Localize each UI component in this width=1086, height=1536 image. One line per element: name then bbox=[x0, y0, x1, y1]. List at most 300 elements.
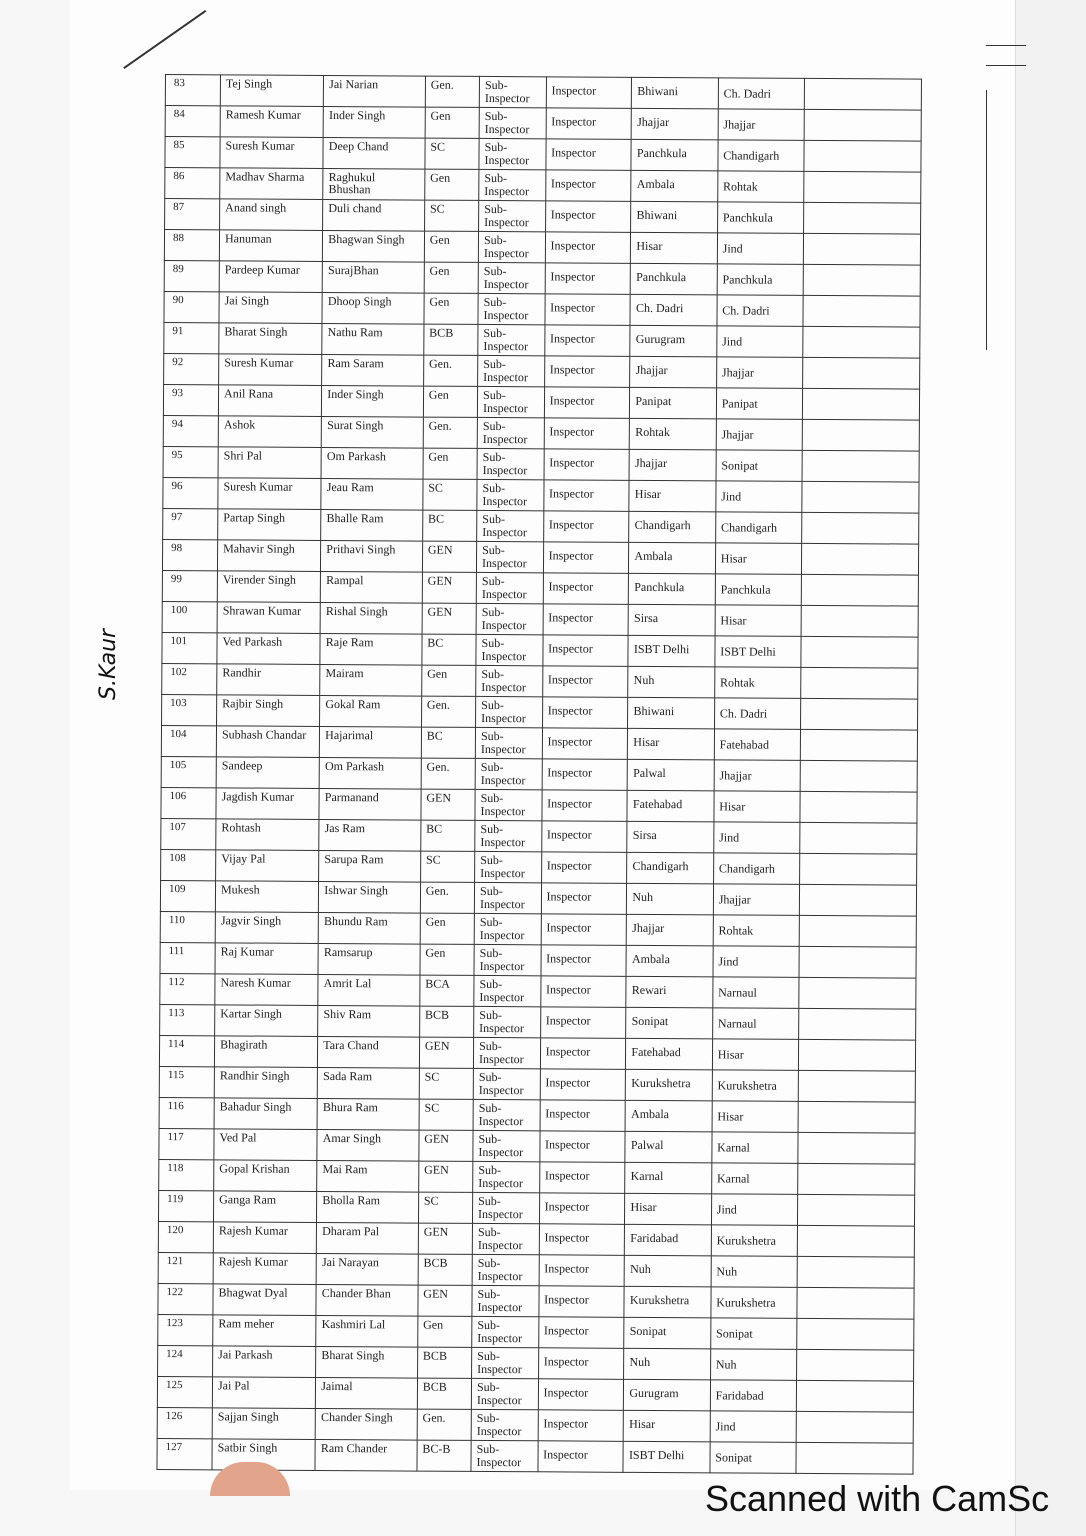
present-rank-cell: Sub-Inspector bbox=[479, 76, 546, 107]
father-name-cell: Ram Saram bbox=[322, 354, 424, 386]
remarks-cell bbox=[799, 884, 916, 916]
present-posting-cell: ISBT Delhi bbox=[628, 635, 715, 667]
officer-name-cell: Jai Pal bbox=[212, 1377, 315, 1409]
remarks-cell bbox=[797, 1256, 914, 1288]
table-row bbox=[162, 570, 918, 606]
category-cell: Gen bbox=[423, 448, 477, 479]
category-cell: Gen bbox=[420, 944, 474, 975]
officer-name-cell: Bahadur Singh bbox=[214, 1098, 317, 1130]
present-posting-cell: Kurukshetra bbox=[624, 1286, 711, 1318]
new-posting-cell: Jind bbox=[710, 1411, 797, 1443]
present-rank-cell: Sub-Inspector bbox=[477, 417, 544, 448]
category-cell: GEN bbox=[418, 1161, 472, 1192]
remarks-cell bbox=[804, 140, 921, 172]
scanner-watermark: Scanned with CamSc bbox=[705, 1478, 1050, 1519]
serial-number-cell: 103 bbox=[162, 694, 217, 725]
promoted-rank-cell: Inspector bbox=[540, 1007, 626, 1039]
officer-name-cell: Raj Kumar bbox=[215, 943, 318, 975]
officer-name-cell: Randhir bbox=[217, 664, 320, 696]
new-posting-cell: Sonipat bbox=[710, 1442, 797, 1474]
new-posting-cell: Jhajjar bbox=[716, 357, 803, 389]
promoted-rank-cell: Inspector bbox=[542, 635, 628, 667]
officer-name-cell: Sandeep bbox=[216, 757, 319, 789]
new-posting-cell: Chandigarh bbox=[718, 140, 805, 172]
father-name-cell: Tara Chand bbox=[318, 1036, 420, 1068]
table-row bbox=[164, 260, 920, 296]
present-rank-cell: Sub-Inspector bbox=[474, 944, 541, 975]
table-row bbox=[164, 322, 920, 358]
serial-number-cell: 94 bbox=[163, 415, 218, 446]
present-rank-cell: Sub-Inspector bbox=[472, 1285, 539, 1316]
table-row bbox=[164, 291, 920, 327]
father-name-cell: Ramsarup bbox=[318, 943, 420, 975]
remarks-cell bbox=[803, 233, 920, 265]
father-name-cell: Bholla Ram bbox=[317, 1191, 419, 1223]
promoted-rank-cell: Inspector bbox=[544, 356, 630, 388]
category-cell: BCB bbox=[417, 1378, 471, 1409]
table-row bbox=[161, 756, 917, 792]
present-rank-cell: Sub-Inspector bbox=[471, 1378, 538, 1409]
new-posting-cell: Ch. Dadri bbox=[714, 698, 801, 730]
present-posting-cell: Hisar bbox=[628, 728, 715, 760]
table-row bbox=[160, 880, 916, 916]
remarks-cell bbox=[797, 1225, 914, 1257]
remarks-cell bbox=[800, 729, 917, 761]
remarks-cell bbox=[799, 946, 916, 978]
new-posting-cell: Jind bbox=[716, 481, 803, 513]
new-posting-cell: Jind bbox=[717, 326, 804, 358]
category-cell: Gen. bbox=[420, 882, 474, 913]
new-posting-cell: Jhajjar bbox=[713, 884, 800, 916]
present-posting-cell: Jhajjar bbox=[627, 914, 714, 946]
promoted-rank-cell: Inspector bbox=[544, 418, 630, 450]
remarks-cell bbox=[797, 1287, 914, 1319]
table-row bbox=[158, 1252, 914, 1288]
father-name-cell: Jai Narian bbox=[324, 75, 426, 107]
father-name-cell: Dharam Pal bbox=[317, 1222, 419, 1254]
officer-name-cell: Jagdish Kumar bbox=[216, 788, 319, 820]
officer-name-cell: Ganga Ram bbox=[214, 1191, 317, 1223]
promoted-rank-cell: Inspector bbox=[539, 1286, 625, 1318]
present-rank-cell: Sub-Inspector bbox=[476, 541, 543, 572]
present-posting-cell: Faridabad bbox=[625, 1224, 712, 1256]
category-cell: BC bbox=[421, 820, 475, 851]
table-row bbox=[159, 1159, 915, 1195]
serial-number-cell: 115 bbox=[159, 1066, 214, 1097]
table-row bbox=[157, 1407, 913, 1443]
serial-number-cell: 86 bbox=[165, 168, 220, 199]
new-posting-cell: Hisar bbox=[715, 605, 802, 637]
present-rank-cell: Sub-Inspector bbox=[472, 1347, 539, 1378]
officer-name-cell: Madhav Sharma bbox=[220, 168, 323, 200]
promoted-rank-cell: Inspector bbox=[539, 1224, 625, 1256]
officer-name-cell: Rohtash bbox=[216, 819, 319, 851]
remarks-cell bbox=[803, 357, 920, 389]
category-cell: BC bbox=[422, 510, 476, 541]
category-cell: GEN bbox=[419, 1130, 473, 1161]
table-row bbox=[157, 1376, 913, 1412]
promoted-rank-cell: Inspector bbox=[543, 542, 629, 574]
present-rank-cell: Sub-Inspector bbox=[475, 758, 542, 789]
father-name-cell: Ram Chander bbox=[315, 1439, 417, 1471]
present-rank-cell: Sub-Inspector bbox=[471, 1409, 538, 1440]
father-name-cell: Surat Singh bbox=[321, 416, 423, 448]
table-row bbox=[159, 1097, 915, 1133]
promoted-rank-cell: Inspector bbox=[543, 511, 629, 543]
officer-name-cell: Anand singh bbox=[220, 199, 323, 231]
category-cell: Gen. bbox=[421, 696, 475, 727]
present-rank-cell: Sub-Inspector bbox=[476, 603, 543, 634]
new-posting-cell: Jind bbox=[714, 822, 801, 854]
remarks-cell bbox=[798, 1132, 915, 1164]
new-posting-cell: Kurukshetra bbox=[711, 1225, 798, 1257]
present-rank-cell: Sub-Inspector bbox=[473, 1099, 540, 1130]
present-posting-cell: Panchkula bbox=[631, 139, 718, 171]
present-rank-cell: Sub-Inspector bbox=[476, 572, 543, 603]
new-posting-cell: Jind bbox=[711, 1194, 798, 1226]
new-posting-cell: Fatehabad bbox=[714, 729, 801, 761]
serial-number-cell: 95 bbox=[163, 446, 218, 477]
officer-name-cell: Rajbir Singh bbox=[217, 695, 320, 727]
new-posting-cell: Sonipat bbox=[710, 1318, 797, 1350]
table-row bbox=[165, 106, 921, 142]
remarks-cell bbox=[803, 326, 920, 358]
category-cell: SC bbox=[420, 851, 474, 882]
remarks-cell bbox=[800, 760, 917, 792]
category-cell: Gen. bbox=[421, 758, 475, 789]
new-posting-cell: Hisar bbox=[712, 1039, 799, 1071]
officer-name-cell: Ved Parkash bbox=[217, 633, 320, 665]
category-cell: GEN bbox=[421, 789, 475, 820]
present-rank-cell: Sub-Inspector bbox=[477, 479, 544, 510]
new-posting-cell: Jind bbox=[717, 233, 804, 265]
officer-name-cell: Sajjan Singh bbox=[212, 1408, 315, 1440]
present-posting-cell: Jhajjar bbox=[632, 108, 719, 140]
serial-number-cell: 114 bbox=[159, 1035, 214, 1066]
remarks-cell bbox=[803, 295, 920, 327]
promoted-rank-cell: Inspector bbox=[545, 263, 631, 295]
present-rank-cell: Sub-Inspector bbox=[473, 1161, 540, 1192]
remarks-cell bbox=[798, 1101, 915, 1133]
new-posting-cell: Rohtak bbox=[714, 667, 801, 699]
table-row bbox=[159, 1035, 915, 1071]
present-posting-cell: Rewari bbox=[626, 976, 713, 1008]
remarks-cell bbox=[799, 1008, 916, 1040]
father-name-cell: Chander Bhan bbox=[316, 1284, 418, 1316]
officer-name-cell: Ram meher bbox=[213, 1315, 316, 1347]
promoted-rank-cell: Inspector bbox=[544, 449, 630, 481]
present-rank-cell: Sub-Inspector bbox=[475, 727, 542, 758]
promoted-rank-cell: Inspector bbox=[540, 1069, 626, 1101]
serial-number-cell: 113 bbox=[160, 1004, 215, 1035]
promoted-rank-cell: Inspector bbox=[545, 294, 631, 326]
father-name-cell: Inder Singh bbox=[322, 385, 424, 417]
table-row bbox=[162, 663, 918, 699]
remarks-cell bbox=[804, 171, 921, 203]
serial-number-cell: 118 bbox=[159, 1159, 214, 1190]
father-name-cell: Raghukul Bhushan bbox=[323, 168, 425, 200]
promoted-rank-cell: Inspector bbox=[539, 1131, 625, 1163]
father-name-cell: Dhoop Singh bbox=[322, 292, 424, 324]
table-row bbox=[165, 137, 921, 173]
new-posting-cell: Hisar bbox=[714, 791, 801, 823]
remarks-cell bbox=[802, 543, 919, 575]
present-posting-cell: Fatehabad bbox=[627, 790, 714, 822]
present-posting-cell: Hisar bbox=[625, 1193, 712, 1225]
officer-name-cell: Rajesh Kumar bbox=[213, 1253, 316, 1285]
father-name-cell: Raje Ram bbox=[320, 633, 422, 665]
table-row bbox=[163, 446, 919, 482]
father-name-cell: Sada Ram bbox=[317, 1067, 419, 1099]
remarks-cell bbox=[804, 202, 921, 234]
serial-number-cell: 106 bbox=[161, 787, 216, 818]
father-name-cell: Hajarimal bbox=[320, 726, 422, 758]
present-posting-cell: Fatehabad bbox=[626, 1038, 713, 1070]
serial-number-cell: 99 bbox=[162, 570, 217, 601]
new-posting-cell: Kurukshetra bbox=[711, 1287, 798, 1319]
remarks-cell bbox=[802, 481, 919, 513]
father-name-cell: Bharat Singh bbox=[316, 1346, 418, 1378]
remarks-cell bbox=[801, 605, 918, 637]
father-name-cell: Chander Singh bbox=[315, 1408, 417, 1440]
officer-name-cell: Naresh Kumar bbox=[215, 974, 318, 1006]
officer-name-cell: Anil Rana bbox=[218, 385, 321, 417]
remarks-cell bbox=[802, 450, 919, 482]
present-posting-cell: Rohtak bbox=[630, 418, 717, 450]
serial-number-cell: 102 bbox=[162, 663, 217, 694]
officer-name-cell: Partap Singh bbox=[218, 509, 321, 541]
officer-name-cell: Suresh Kumar bbox=[220, 137, 323, 169]
officer-name-cell: Rajesh Kumar bbox=[213, 1222, 316, 1254]
officer-name-cell: Kartar Singh bbox=[215, 1005, 318, 1037]
new-posting-cell: ISBT Delhi bbox=[715, 636, 802, 668]
category-cell: Gen bbox=[423, 386, 477, 417]
officer-name-cell: Jai Parkash bbox=[213, 1346, 316, 1378]
serial-number-cell: 122 bbox=[158, 1283, 213, 1314]
officer-name-cell: Hanuman bbox=[219, 230, 322, 262]
serial-number-cell: 105 bbox=[161, 756, 216, 787]
present-posting-cell: Ch. Dadri bbox=[630, 294, 717, 326]
table-row bbox=[158, 1221, 914, 1257]
category-cell: Gen bbox=[418, 1316, 472, 1347]
category-cell: BC bbox=[421, 727, 475, 758]
new-posting-cell: Nuh bbox=[710, 1349, 797, 1381]
table-row bbox=[160, 1004, 916, 1040]
category-cell: BCA bbox=[420, 975, 474, 1006]
promoted-rank-cell: Inspector bbox=[541, 821, 627, 853]
promoted-rank-cell: Inspector bbox=[545, 170, 631, 202]
father-name-cell: Amar Singh bbox=[317, 1129, 419, 1161]
remarks-cell bbox=[800, 853, 917, 885]
father-name-cell: Nathu Ram bbox=[322, 323, 424, 355]
table-row bbox=[164, 230, 920, 266]
officer-name-cell: Satbir Singh bbox=[212, 1439, 315, 1471]
serial-number-cell: 117 bbox=[159, 1128, 214, 1159]
present-rank-cell: Sub-Inspector bbox=[473, 1037, 540, 1068]
table-row bbox=[161, 849, 917, 885]
officer-name-cell: Shrawan Kumar bbox=[217, 602, 320, 634]
category-cell: SC bbox=[419, 1068, 473, 1099]
table-row bbox=[165, 75, 921, 111]
new-posting-cell: Rohtak bbox=[717, 171, 804, 203]
category-cell: BCB bbox=[418, 1254, 472, 1285]
category-cell: GEN bbox=[422, 541, 476, 572]
present-posting-cell: Palwal bbox=[625, 1131, 712, 1163]
remarks-cell bbox=[802, 419, 919, 451]
father-name-cell: Ishwar Singh bbox=[319, 881, 421, 913]
promoted-rank-cell: Inspector bbox=[538, 1348, 624, 1380]
present-rank-cell: Sub-Inspector bbox=[472, 1223, 539, 1254]
present-rank-cell: Sub-Inspector bbox=[477, 510, 544, 541]
father-name-cell: Inder Singh bbox=[323, 106, 425, 138]
category-cell: GEN bbox=[418, 1285, 472, 1316]
present-rank-cell: Sub-Inspector bbox=[472, 1316, 539, 1347]
serial-number-cell: 97 bbox=[163, 508, 218, 539]
present-rank-cell: Sub-Inspector bbox=[477, 448, 544, 479]
promoted-rank-cell: Inspector bbox=[546, 77, 632, 109]
transfer-list-table bbox=[156, 74, 922, 1475]
serial-number-cell: 108 bbox=[161, 849, 216, 880]
present-rank-cell: Sub-Inspector bbox=[472, 1254, 539, 1285]
new-posting-cell: Nuh bbox=[711, 1256, 798, 1288]
remarks-cell bbox=[796, 1380, 913, 1412]
present-posting-cell: Kurukshetra bbox=[626, 1069, 713, 1101]
present-rank-cell: Sub-Inspector bbox=[476, 634, 543, 665]
promoted-rank-cell: Inspector bbox=[541, 852, 627, 884]
present-posting-cell: Hisar bbox=[624, 1410, 711, 1442]
present-posting-cell: ISBT Delhi bbox=[623, 1441, 710, 1473]
promoted-rank-cell: Inspector bbox=[542, 759, 628, 791]
serial-number-cell: 101 bbox=[162, 632, 217, 663]
present-rank-cell: Sub-Inspector bbox=[479, 200, 546, 231]
father-name-cell: Jaimal bbox=[316, 1377, 418, 1409]
table-row bbox=[158, 1190, 914, 1226]
remarks-cell bbox=[797, 1349, 914, 1381]
category-cell: Gen. bbox=[423, 417, 477, 448]
serial-number-cell: 125 bbox=[157, 1376, 212, 1407]
father-name-cell: Duli chand bbox=[323, 199, 425, 231]
category-cell: SC bbox=[423, 479, 477, 510]
officer-name-cell: Jagvir Singh bbox=[215, 912, 318, 944]
promoted-rank-cell: Inspector bbox=[540, 976, 626, 1008]
table-row bbox=[160, 911, 916, 947]
category-cell: SC bbox=[425, 138, 479, 169]
present-posting-cell: Ambala bbox=[625, 1100, 712, 1132]
table-row bbox=[162, 539, 918, 575]
serial-number-cell: 90 bbox=[164, 291, 219, 322]
table-row bbox=[164, 353, 920, 389]
present-posting-cell: Chandigarh bbox=[629, 511, 716, 543]
new-posting-cell: Hisar bbox=[715, 543, 802, 575]
serial-number-cell: 120 bbox=[158, 1221, 213, 1252]
table-row bbox=[158, 1283, 914, 1319]
promoted-rank-cell: Inspector bbox=[542, 666, 628, 698]
new-posting-cell: Karnal bbox=[712, 1132, 799, 1164]
table-row bbox=[160, 942, 916, 978]
adjacent-page-edge bbox=[1015, 0, 1086, 1536]
present-posting-cell: Hisar bbox=[629, 480, 716, 512]
father-name-cell: Prithavi Singh bbox=[321, 540, 423, 572]
present-rank-cell: Sub-Inspector bbox=[474, 975, 541, 1006]
table-row bbox=[165, 199, 921, 235]
promoted-rank-cell: Inspector bbox=[541, 883, 627, 915]
category-cell: Gen bbox=[424, 293, 478, 324]
remarks-cell bbox=[801, 574, 918, 606]
table-row bbox=[161, 725, 917, 761]
serial-number-cell: 107 bbox=[161, 818, 216, 849]
serial-number-cell: 104 bbox=[161, 725, 216, 756]
category-cell: SC bbox=[419, 1099, 473, 1130]
serial-number-cell: 93 bbox=[163, 384, 218, 415]
signature: S.Kaur bbox=[96, 628, 121, 700]
officer-name-cell: Mukesh bbox=[215, 881, 318, 913]
remarks-cell bbox=[801, 636, 918, 668]
father-name-cell: Bhalle Ram bbox=[321, 509, 423, 541]
father-name-cell: Rishal Singh bbox=[320, 602, 422, 634]
serial-number-cell: 112 bbox=[160, 973, 215, 1004]
father-name-cell: Deep Chand bbox=[323, 137, 425, 169]
serial-number-cell: 92 bbox=[164, 353, 219, 384]
serial-number-cell: 109 bbox=[160, 880, 215, 911]
table-row bbox=[161, 787, 917, 823]
table-row bbox=[161, 818, 917, 854]
present-posting-cell: Bhiwani bbox=[628, 697, 715, 729]
new-posting-cell: Ch. Dadri bbox=[717, 295, 804, 327]
new-posting-cell: Faridabad bbox=[710, 1380, 797, 1412]
promoted-rank-cell: Inspector bbox=[541, 914, 627, 946]
serial-number-cell: 83 bbox=[165, 75, 220, 106]
promoted-rank-cell: Inspector bbox=[543, 573, 629, 605]
present-posting-cell: Panchkula bbox=[629, 573, 716, 605]
present-posting-cell: Karnal bbox=[625, 1162, 712, 1194]
new-posting-cell: Chandigarh bbox=[713, 853, 800, 885]
promoted-rank-cell: Inspector bbox=[538, 1379, 624, 1411]
father-name-cell: Om Parkash bbox=[319, 757, 421, 789]
father-name-cell: Sarupa Ram bbox=[319, 850, 421, 882]
table-row bbox=[163, 384, 919, 420]
officer-name-cell: Bharat Singh bbox=[219, 323, 322, 355]
father-name-cell: Om Parkash bbox=[321, 447, 423, 479]
remarks-cell bbox=[798, 1163, 915, 1195]
father-name-cell: Gokal Ram bbox=[320, 695, 422, 727]
present-rank-cell: Sub-Inspector bbox=[479, 107, 546, 138]
present-posting-cell: Bhiwani bbox=[631, 201, 718, 233]
father-name-cell: Bhagwan Singh bbox=[323, 230, 425, 262]
present-rank-cell: Sub-Inspector bbox=[479, 138, 546, 169]
promoted-rank-cell: Inspector bbox=[546, 139, 632, 171]
new-posting-cell: Narnaul bbox=[713, 977, 800, 1009]
remarks-cell bbox=[799, 977, 916, 1009]
present-rank-cell: Sub-Inspector bbox=[474, 1006, 541, 1037]
officer-name-cell: Shri Pal bbox=[218, 447, 321, 479]
serial-number-cell: 91 bbox=[164, 322, 219, 353]
father-name-cell: Mai Ram bbox=[317, 1160, 419, 1192]
remarks-cell bbox=[800, 822, 917, 854]
father-name-cell: Jai Narayan bbox=[316, 1253, 418, 1285]
category-cell: GEN bbox=[422, 572, 476, 603]
table-row bbox=[162, 601, 918, 637]
table-row bbox=[162, 694, 918, 730]
serial-number-cell: 88 bbox=[164, 230, 219, 261]
category-cell: GEN bbox=[418, 1223, 472, 1254]
present-posting-cell: Nuh bbox=[624, 1348, 711, 1380]
category-cell: BC bbox=[422, 634, 476, 665]
present-rank-cell: Sub-Inspector bbox=[476, 665, 543, 696]
serial-number-cell: 110 bbox=[160, 911, 215, 942]
officer-name-cell: Bhagwat Dyal bbox=[213, 1284, 316, 1316]
present-posting-cell: Ambala bbox=[629, 542, 716, 574]
remarks-cell bbox=[801, 667, 918, 699]
